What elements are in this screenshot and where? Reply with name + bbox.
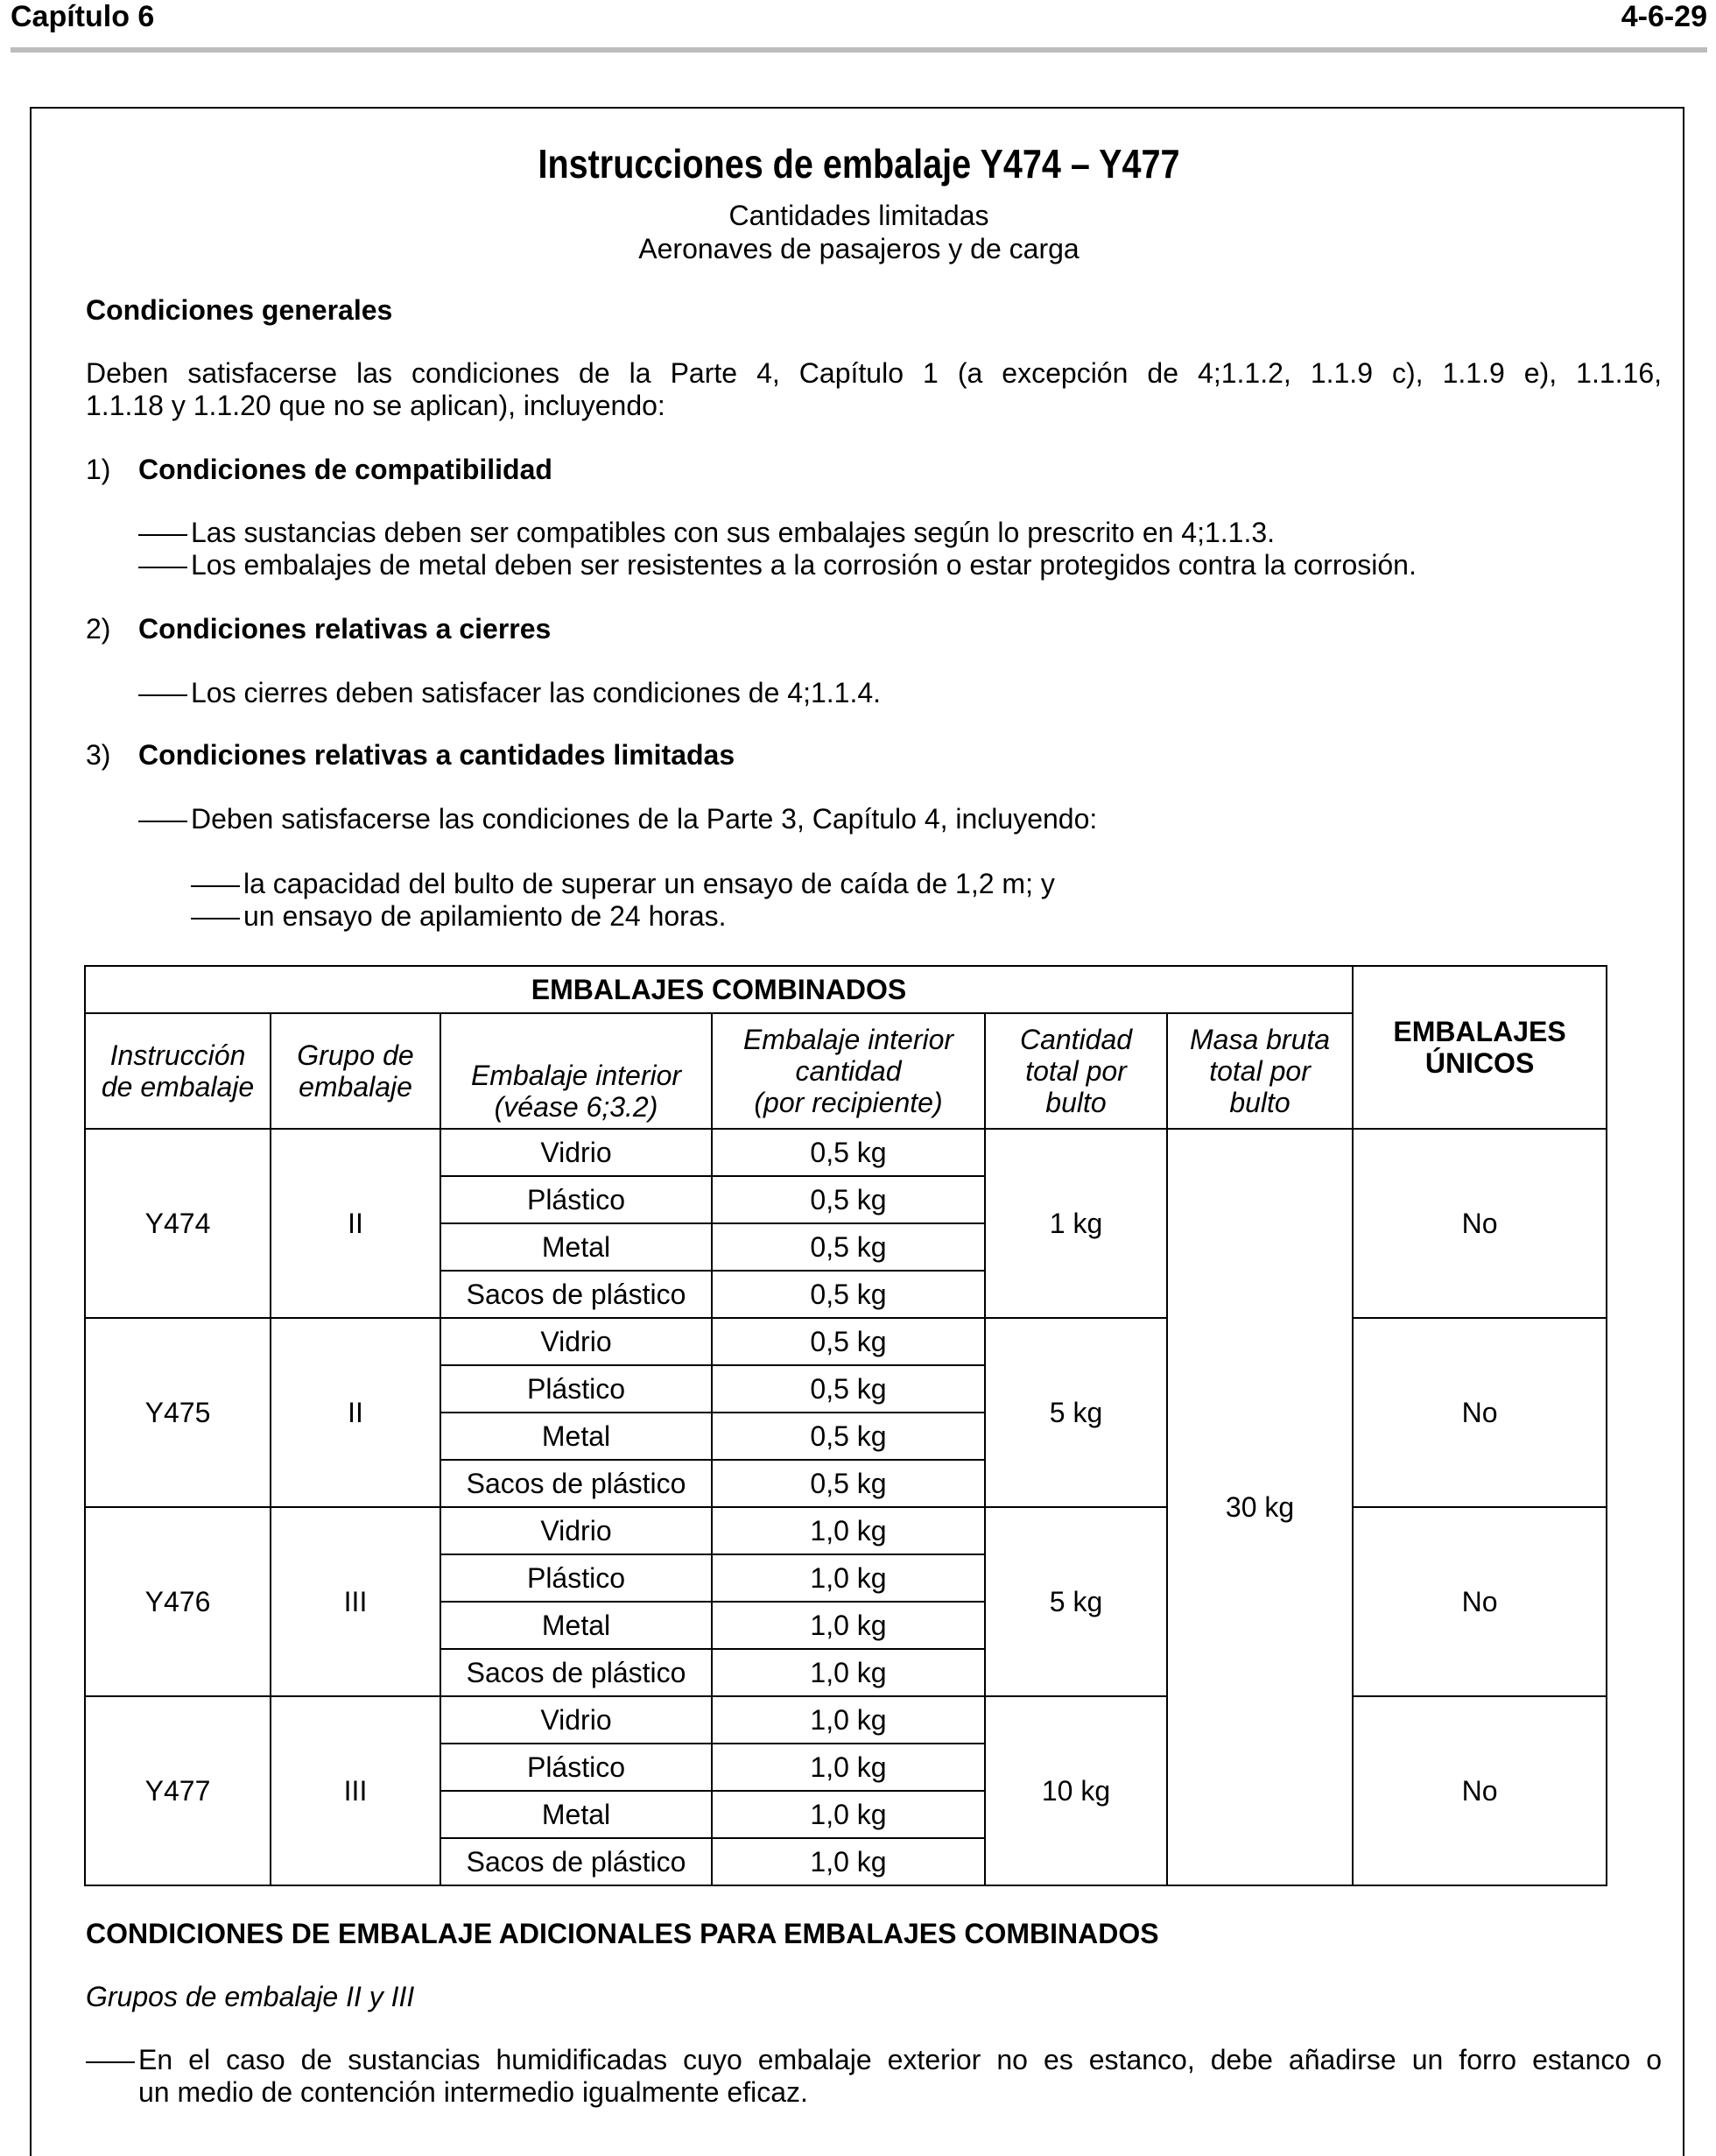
instruction-cell: Y474	[85, 1129, 271, 1318]
subtitle-aircraft: Aeronaves de pasajeros y de carga	[638, 233, 1080, 264]
table-row	[85, 1129, 1607, 1176]
single-packagings-cell: No	[1353, 1318, 1607, 1507]
header-line: cantidad	[795, 1055, 902, 1087]
inner-packaging-cell: Sacos de plástico	[440, 1460, 712, 1507]
additional-bullet-line1: En el caso de sustancias humidificadas cuyo embalaje exterior no es estanco, debe añadirse un forro estanco o	[138, 2044, 1662, 2075]
header-rule	[11, 47, 1707, 53]
inner-quantity-cell: 1,0 kg	[712, 1744, 985, 1791]
page-title: Instrucciones de embalaje Y474 – Y477	[538, 141, 1180, 187]
header-line: embalaje	[299, 1071, 412, 1103]
inner-quantity-cell: 0,5 kg	[712, 1271, 985, 1318]
single-header-line: ÚNICOS	[1424, 1047, 1535, 1079]
section-2-number: 2)	[86, 613, 111, 645]
total-quantity-cell: 5 kg	[985, 1318, 1167, 1507]
single-packagings-cell: No	[1353, 1696, 1607, 1885]
header-line: bulto	[1229, 1087, 1291, 1118]
inner-packaging-cell: Vidrio	[440, 1507, 712, 1554]
header-line: Cantidad	[1019, 1024, 1133, 1055]
section-2-bullet-1: Los cierres deben satisfacer las condiciones de 4;1.1.4.	[191, 677, 882, 708]
single-packagings-cell: No	[1353, 1507, 1607, 1696]
dash-icon	[138, 821, 187, 822]
single-packagings-cell: No	[1353, 1129, 1607, 1318]
inner-quantity-cell: 1,0 kg	[712, 1649, 985, 1696]
section-3-subbullet-1: la capacidad del bulto de superar un ensayo de caída de 1,2 m; y	[243, 868, 1055, 899]
header-line: Embalaje interior	[470, 1060, 682, 1091]
dash-icon	[138, 694, 187, 696]
inner-packaging-cell: Metal	[440, 1413, 712, 1460]
header-line: Embalaje interior	[742, 1024, 954, 1055]
inner-packaging-cell: Metal	[440, 1791, 712, 1838]
inner-packaging-cell: Plástico	[440, 1365, 712, 1413]
section-3-heading: Condiciones relativas a cantidades limitadas	[138, 739, 735, 771]
col-header-instruction	[85, 1013, 271, 1129]
packing-group-cell: III	[271, 1696, 440, 1885]
section-2-heading: Condiciones relativas a cierres	[138, 613, 552, 645]
col-header-total-quantity	[985, 1013, 1167, 1129]
col-header-inner-quantity	[712, 1013, 985, 1129]
dash-icon	[86, 2061, 135, 2063]
packing-group-cell: III	[271, 1507, 440, 1696]
additional-bullet	[138, 2044, 1662, 2109]
header-line: de embalaje	[101, 1071, 255, 1103]
header-line: Instrucción	[109, 1039, 246, 1071]
section-1-number: 1)	[86, 454, 111, 485]
instruction-cell: Y476	[85, 1507, 271, 1696]
content-frame	[30, 107, 1684, 2156]
total-quantity-cell: 1 kg	[985, 1129, 1167, 1318]
additional-subheading: Grupos de embalaje II y III	[86, 1981, 415, 2012]
general-paragraph-line2: 1.1.18 y 1.1.20 que no se aplican), incluyendo:	[86, 390, 665, 421]
header-line: total por	[1209, 1055, 1311, 1087]
inner-quantity-cell: 0,5 kg	[712, 1365, 985, 1413]
inner-quantity-cell: 0,5 kg	[712, 1223, 985, 1271]
header-line: Masa bruta	[1189, 1024, 1331, 1055]
header-line: bulto	[1045, 1087, 1107, 1118]
col-header-packing-group	[271, 1013, 440, 1129]
col-header-gross-mass	[1167, 1013, 1353, 1129]
dash-icon	[191, 885, 240, 887]
section-1-heading: Condiciones de compatibilidad	[138, 454, 552, 485]
instruction-cell: Y477	[85, 1696, 271, 1885]
inner-quantity-cell: 1,0 kg	[712, 1838, 985, 1885]
inner-packaging-cell: Sacos de plástico	[440, 1838, 712, 1885]
gross-mass-cell: 30 kg	[1167, 1129, 1353, 1885]
header-line: (por recipiente)	[754, 1087, 943, 1118]
inner-quantity-cell: 0,5 kg	[712, 1129, 985, 1176]
chapter-label: Capítulo 6	[11, 0, 155, 33]
packing-group-cell: II	[271, 1318, 440, 1507]
general-paragraph	[86, 357, 1662, 422]
additional-heading: CONDICIONES DE EMBALAJE ADICIONALES PARA EMBALAJES COMBINADOS	[86, 1918, 1159, 1949]
header-line: (véase 6;3.2)	[494, 1091, 658, 1123]
section-1-bullet-1: Las sustancias deben ser compatibles con sus embalajes según lo prescrito en 4;1.1.3.	[191, 517, 1276, 548]
general-heading: Condiciones generales	[86, 294, 393, 326]
section-3-subbullet-2: un ensayo de apilamiento de 24 horas.	[243, 900, 727, 932]
inner-quantity-cell: 1,0 kg	[712, 1791, 985, 1838]
inner-packaging-cell: Sacos de plástico	[440, 1271, 712, 1318]
inner-quantity-cell: 1,0 kg	[712, 1602, 985, 1649]
header-line: Grupo de	[297, 1039, 414, 1071]
section-1-bullet-2: Los embalajes de metal deben ser resistentes a la corrosión o estar protegidos contra la corrosión.	[191, 549, 1417, 581]
dash-icon	[191, 918, 240, 919]
inner-quantity-cell: 0,5 kg	[712, 1176, 985, 1223]
table-row	[85, 1318, 1607, 1365]
inner-packaging-cell: Metal	[440, 1602, 712, 1649]
combined-packagings-header: EMBALAJES COMBINADOS	[85, 966, 1353, 1013]
additional-bullet-line2: un medio de contención intermedio igualmente eficaz.	[138, 2076, 808, 2108]
single-packagings-header	[1353, 966, 1607, 1129]
total-quantity-cell: 5 kg	[985, 1507, 1167, 1696]
dash-icon	[138, 534, 187, 536]
table-row	[85, 1696, 1607, 1744]
page-header	[11, 0, 1707, 53]
col-header-inner-packaging	[440, 1013, 712, 1129]
single-header-line: EMBALAJES	[1393, 1016, 1566, 1047]
inner-packaging-cell: Plástico	[440, 1176, 712, 1223]
header-line: total por	[1025, 1055, 1127, 1087]
table-row	[85, 1507, 1607, 1554]
dash-icon	[138, 567, 187, 568]
inner-packaging-cell: Metal	[440, 1223, 712, 1271]
section-3-bullet-1: Deben satisfacerse las condiciones de la Parte 3, Capítulo 4, incluyendo:	[191, 803, 1098, 835]
packing-group-cell: II	[271, 1129, 440, 1318]
inner-quantity-cell: 0,5 kg	[712, 1460, 985, 1507]
inner-packaging-cell: Vidrio	[440, 1129, 712, 1176]
inner-quantity-cell: 0,5 kg	[712, 1318, 985, 1365]
inner-quantity-cell: 1,0 kg	[712, 1696, 985, 1744]
inner-quantity-cell: 1,0 kg	[712, 1554, 985, 1602]
table-header-row-1	[85, 966, 1607, 1013]
inner-packaging-cell: Sacos de plástico	[440, 1649, 712, 1696]
total-quantity-cell: 10 kg	[985, 1696, 1167, 1885]
inner-packaging-cell: Vidrio	[440, 1696, 712, 1744]
inner-quantity-cell: 1,0 kg	[712, 1507, 985, 1554]
instruction-cell: Y475	[85, 1318, 271, 1507]
section-3-number: 3)	[86, 739, 111, 771]
inner-quantity-cell: 0,5 kg	[712, 1413, 985, 1460]
packing-table	[84, 965, 1607, 1886]
inner-packaging-cell: Plástico	[440, 1744, 712, 1791]
subtitle-limited-quantities: Cantidades limitadas	[728, 200, 989, 231]
general-paragraph-line1: Deben satisfacerse las condiciones de la Parte 4, Capítulo 1 (a excepción de 4;1.1.2, 1.1.9 c), 1.1.9 e), 1.1.16,	[86, 357, 1662, 389]
inner-packaging-cell: Vidrio	[440, 1318, 712, 1365]
page-number: 4-6-29	[1621, 0, 1707, 33]
inner-packaging-cell: Plástico	[440, 1554, 712, 1602]
